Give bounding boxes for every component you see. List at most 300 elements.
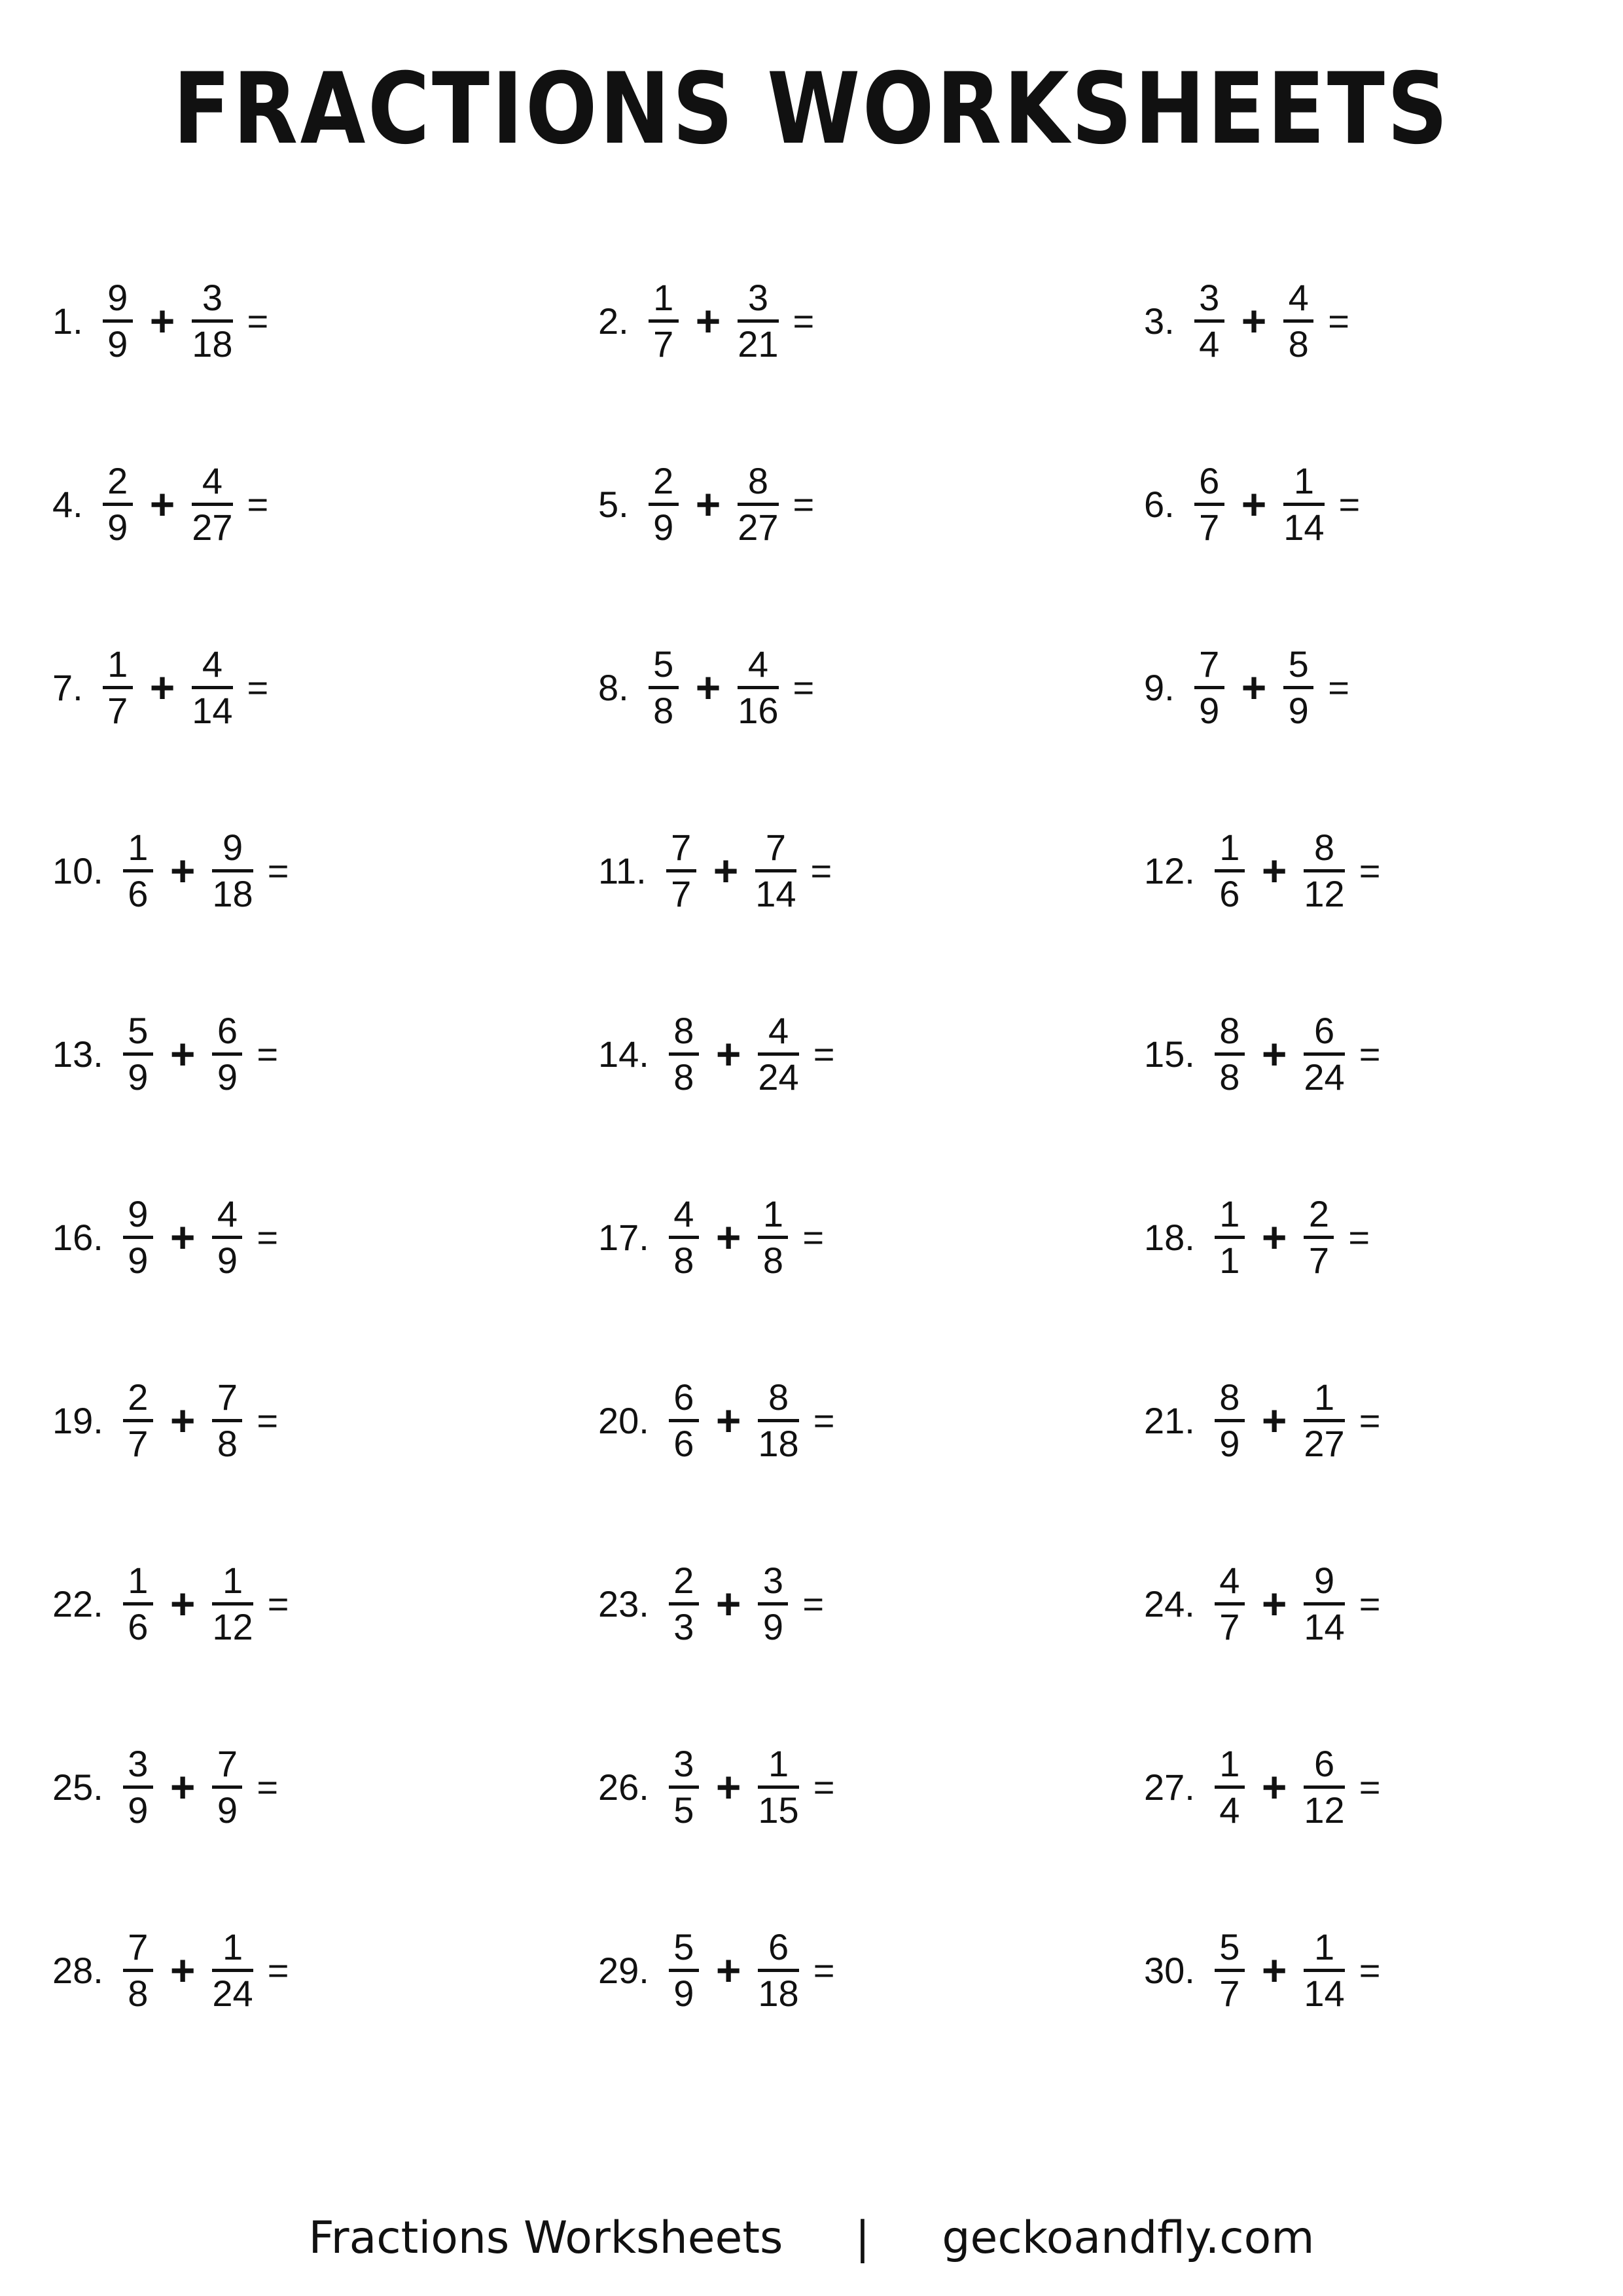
denominator: 4 (1199, 323, 1220, 365)
problem-item (52, 1178, 598, 1296)
numerator: 8 (1313, 826, 1335, 868)
denominator: 14 (192, 689, 233, 731)
denominator: 14 (1304, 1972, 1345, 2014)
equals-sign: = (813, 1766, 835, 1808)
numerator: 4 (202, 643, 223, 685)
problem-number: 15. (1144, 1033, 1195, 1075)
equals-sign: = (793, 300, 815, 342)
problem-number: 1. (52, 300, 83, 342)
denominator: 18 (758, 1422, 799, 1464)
problem-number: 26. (598, 1766, 649, 1808)
denominator: 8 (673, 1239, 694, 1281)
numerator: 4 (1219, 1559, 1240, 1601)
problem-number: 6. (1144, 483, 1175, 525)
fraction-b (212, 1742, 242, 1832)
problem-item (598, 445, 1144, 563)
equals-sign: = (257, 1399, 279, 1441)
denominator: 7 (1199, 506, 1220, 548)
plus-sign: + (1261, 1579, 1287, 1628)
equals-sign: = (1359, 1766, 1381, 1808)
fraction-b (1304, 1742, 1344, 1832)
equals-sign: = (802, 1216, 825, 1258)
fraction-b (758, 1559, 788, 1649)
numerator: 2 (107, 459, 128, 501)
numerator: 1 (1219, 826, 1240, 868)
fraction-b (212, 1559, 253, 1649)
fraction-b (1283, 459, 1324, 549)
plus-sign: + (715, 1763, 741, 1811)
problem-number: 3. (1144, 300, 1175, 342)
numerator: 9 (1313, 1559, 1335, 1601)
denominator: 24 (758, 1056, 799, 1098)
denominator: 7 (1308, 1239, 1329, 1281)
fraction-a (1215, 1009, 1245, 1099)
numerator: 7 (128, 1926, 149, 1967)
fraction-a (1215, 1742, 1245, 1832)
problem-item (1144, 812, 1571, 929)
problem-item (598, 1361, 1144, 1479)
problem-number: 27. (1144, 1766, 1195, 1808)
numerator: 1 (222, 1926, 243, 1967)
numerator: 4 (217, 1193, 238, 1234)
fraction-a (649, 459, 679, 549)
numerator: 8 (768, 1376, 789, 1418)
denominator: 5 (673, 1789, 694, 1831)
problem-item (1144, 1728, 1571, 1846)
equals-sign: = (1359, 1033, 1381, 1075)
denominator: 7 (128, 1422, 149, 1464)
denominator: 27 (738, 506, 779, 548)
denominator: 9 (128, 1056, 149, 1098)
numerator: 6 (1313, 1742, 1335, 1784)
fraction-b (192, 276, 232, 366)
denominator: 18 (758, 1972, 799, 2014)
fraction-b (1304, 1009, 1344, 1099)
denominator: 24 (1304, 1056, 1345, 1098)
problem-item (52, 812, 598, 929)
denominator: 9 (653, 506, 674, 548)
problem-number: 2. (598, 300, 629, 342)
numerator: 5 (1288, 643, 1309, 685)
numerator: 7 (671, 826, 692, 868)
equals-sign: = (247, 300, 269, 342)
numerator: 8 (1219, 1009, 1240, 1051)
fraction-a (103, 276, 133, 366)
fraction-b (738, 276, 778, 366)
denominator: 9 (128, 1789, 149, 1831)
numerator: 4 (747, 643, 768, 685)
problem-item (598, 812, 1144, 929)
problem-item (1144, 1178, 1571, 1296)
plus-sign: + (695, 663, 721, 711)
plus-sign: + (715, 1946, 741, 1994)
numerator: 7 (765, 826, 786, 868)
plus-sign: + (1261, 1946, 1287, 1994)
fraction-a (123, 826, 153, 916)
equals-sign: = (813, 1399, 835, 1441)
denominator: 9 (107, 506, 128, 548)
fraction-b (758, 1009, 798, 1099)
numerator: 5 (1219, 1926, 1240, 1967)
plus-sign: + (1261, 1030, 1287, 1078)
equals-sign: = (257, 1766, 279, 1808)
problem-item (1144, 995, 1571, 1113)
denominator: 7 (653, 323, 674, 365)
fraction-b (1304, 1376, 1344, 1465)
equals-sign: = (1328, 666, 1349, 708)
fraction-b (1283, 643, 1313, 732)
numerator: 3 (747, 276, 768, 318)
numerator: 1 (128, 826, 149, 868)
numerator: 1 (653, 276, 674, 318)
numerator: 6 (768, 1926, 789, 1967)
fraction-b (212, 1376, 242, 1465)
plus-sign: + (169, 1763, 196, 1811)
denominator: 9 (1199, 689, 1220, 731)
fraction-a (123, 1559, 153, 1649)
denominator: 8 (673, 1056, 694, 1098)
numerator: 6 (1313, 1009, 1335, 1051)
numerator: 1 (1219, 1742, 1240, 1784)
fraction-b (755, 826, 796, 916)
problem-number: 13. (52, 1033, 103, 1075)
fraction-b (192, 643, 232, 732)
equals-sign: = (257, 1216, 279, 1258)
plus-sign: + (1241, 480, 1267, 528)
equals-sign: = (802, 1583, 825, 1624)
problem-item (52, 445, 598, 563)
denominator: 18 (212, 872, 253, 914)
problem-item (1144, 1545, 1571, 1662)
fraction-b (1304, 1926, 1344, 2015)
fraction-b (212, 1009, 242, 1099)
equals-sign: = (267, 1949, 289, 1991)
numerator: 1 (762, 1193, 783, 1234)
problem-number: 12. (1144, 850, 1195, 891)
plus-sign: + (149, 480, 175, 528)
problem-number: 22. (52, 1583, 103, 1624)
numerator: 7 (1199, 643, 1220, 685)
plus-sign: + (1261, 1763, 1287, 1811)
fraction-a (103, 459, 133, 549)
denominator: 14 (1304, 1605, 1345, 1647)
equals-sign: = (267, 850, 289, 891)
problem-item (598, 1911, 1144, 2029)
denominator: 15 (758, 1789, 799, 1831)
denominator: 14 (755, 872, 796, 914)
fraction-b (738, 459, 778, 549)
problem-number: 16. (52, 1216, 103, 1258)
denominator: 6 (128, 872, 149, 914)
plus-sign: + (1261, 1396, 1287, 1444)
equals-sign: = (813, 1949, 835, 1991)
numerator: 6 (217, 1009, 238, 1051)
numerator: 4 (202, 459, 223, 501)
numerator: 4 (673, 1193, 694, 1234)
numerator: 1 (1293, 459, 1314, 501)
fraction-b (758, 1742, 798, 1832)
denominator: 7 (1219, 1605, 1240, 1647)
problem-item (598, 628, 1144, 746)
equals-sign: = (1359, 850, 1381, 891)
numerator: 6 (673, 1376, 694, 1418)
fraction-a (1194, 643, 1224, 732)
numerator: 3 (128, 1742, 149, 1784)
numerator: 5 (653, 643, 674, 685)
numerator: 3 (202, 276, 223, 318)
equals-sign: = (247, 483, 269, 525)
plus-sign: + (1261, 846, 1287, 895)
numerator: 1 (1219, 1193, 1240, 1234)
plus-sign: + (1241, 296, 1267, 345)
denominator: 7 (671, 872, 692, 914)
fraction-a (649, 643, 679, 732)
denominator: 12 (1304, 872, 1345, 914)
fraction-b (758, 1376, 798, 1465)
denominator: 12 (1304, 1789, 1345, 1831)
fraction-a (669, 1009, 699, 1099)
denominator: 8 (217, 1422, 238, 1464)
denominator: 27 (1304, 1422, 1345, 1464)
plus-sign: + (715, 1030, 741, 1078)
denominator: 9 (217, 1056, 238, 1098)
fraction-b (212, 1926, 253, 2015)
numerator: 4 (768, 1009, 789, 1051)
denominator: 6 (128, 1605, 149, 1647)
plus-sign: + (149, 663, 175, 711)
numerator: 5 (673, 1926, 694, 1967)
fraction-a (1194, 276, 1224, 366)
denominator: 9 (107, 323, 128, 365)
denominator: 8 (1288, 323, 1309, 365)
problem-item (1144, 628, 1571, 746)
fraction-a (1215, 1376, 1245, 1465)
numerator: 8 (673, 1009, 694, 1051)
numerator: 7 (217, 1742, 238, 1784)
problem-item (52, 1361, 598, 1479)
denominator: 3 (673, 1605, 694, 1647)
plus-sign: + (169, 1213, 196, 1261)
fraction-a (103, 643, 133, 732)
problem-item (52, 1911, 598, 2029)
footer (0, 2212, 1623, 2264)
problem-number: 10. (52, 850, 103, 891)
problem-number: 5. (598, 483, 629, 525)
problem-number: 21. (1144, 1399, 1195, 1441)
denominator: 16 (738, 689, 779, 731)
denominator: 9 (1288, 689, 1309, 731)
numerator: 5 (128, 1009, 149, 1051)
problem-number: 19. (52, 1399, 103, 1441)
denominator: 8 (762, 1239, 783, 1281)
denominator: 9 (217, 1239, 238, 1281)
problem-item (52, 262, 598, 380)
plus-sign: + (1261, 1213, 1287, 1261)
numerator: 8 (747, 459, 768, 501)
denominator: 9 (128, 1239, 149, 1281)
denominator: 8 (128, 1972, 149, 2014)
denominator: 21 (738, 323, 779, 365)
problem-number: 7. (52, 666, 83, 708)
plus-sign: + (695, 296, 721, 345)
problem-number: 14. (598, 1033, 649, 1075)
problem-item (52, 1728, 598, 1846)
problem-item (598, 995, 1144, 1113)
fraction-a (123, 1193, 153, 1282)
numerator: 1 (768, 1742, 789, 1784)
denominator: 14 (1283, 506, 1325, 548)
numerator: 9 (222, 826, 243, 868)
fraction-a (123, 1926, 153, 2015)
equals-sign: = (1338, 483, 1361, 525)
denominator: 12 (212, 1605, 253, 1647)
fraction-b (212, 826, 253, 916)
equals-sign: = (810, 850, 832, 891)
denominator: 6 (673, 1422, 694, 1464)
denominator: 1 (1219, 1239, 1240, 1281)
fraction-b (1304, 826, 1344, 916)
denominator: 9 (673, 1972, 694, 2014)
equals-sign: = (257, 1033, 279, 1075)
problem-item (52, 628, 598, 746)
problem-number: 28. (52, 1949, 103, 1991)
problem-item (598, 1178, 1144, 1296)
numerator: 1 (222, 1559, 243, 1601)
denominator: 8 (653, 689, 674, 731)
numerator: 1 (107, 643, 128, 685)
denominator: 4 (1219, 1789, 1240, 1831)
denominator: 6 (1219, 872, 1240, 914)
problem-number: 25. (52, 1766, 103, 1808)
problem-number: 17. (598, 1216, 649, 1258)
fraction-a (669, 1376, 699, 1465)
problem-item (1144, 1361, 1571, 1479)
footer-website: geckoandfly.com (942, 2212, 1315, 2264)
fraction-a (669, 1559, 699, 1649)
problem-item (1144, 1911, 1571, 2029)
problem-number: 11. (598, 850, 647, 891)
equals-sign: = (247, 666, 269, 708)
denominator: 9 (1219, 1422, 1240, 1464)
denominator: 9 (762, 1605, 783, 1647)
problem-item (1144, 262, 1571, 380)
problem-item (598, 1728, 1144, 1846)
problem-number: 9. (1144, 666, 1175, 708)
plus-sign: + (169, 1396, 196, 1444)
fraction-a (649, 276, 679, 366)
problem-number: 24. (1144, 1583, 1195, 1624)
denominator: 27 (192, 506, 233, 548)
problem-number: 30. (1144, 1949, 1195, 1991)
plus-sign: + (715, 1213, 741, 1261)
numerator: 1 (128, 1559, 149, 1601)
plus-sign: + (695, 480, 721, 528)
plus-sign: + (713, 846, 739, 895)
numerator: 3 (673, 1742, 694, 1784)
problem-item (52, 995, 598, 1113)
numerator: 9 (107, 276, 128, 318)
problem-number: 8. (598, 666, 629, 708)
numerator: 3 (762, 1559, 783, 1601)
denominator: 18 (192, 323, 233, 365)
fraction-a (1215, 1559, 1245, 1649)
fraction-a (123, 1376, 153, 1465)
problem-item (52, 1545, 598, 1662)
problem-item (1144, 445, 1571, 563)
fraction-a (123, 1009, 153, 1099)
fraction-a (1215, 1193, 1245, 1282)
problem-number: 29. (598, 1949, 649, 1991)
fraction-a (669, 1193, 699, 1282)
plus-sign: + (715, 1579, 741, 1628)
numerator: 1 (1313, 1376, 1335, 1418)
numerator: 2 (673, 1559, 694, 1601)
plus-sign: + (169, 846, 196, 895)
numerator: 4 (1288, 276, 1309, 318)
equals-sign: = (813, 1033, 835, 1075)
plus-sign: + (169, 1946, 196, 1994)
fraction-a (669, 1742, 699, 1832)
equals-sign: = (1359, 1949, 1381, 1991)
equals-sign: = (1348, 1216, 1370, 1258)
numerator: 2 (1308, 1193, 1329, 1234)
denominator: 7 (107, 689, 128, 731)
denominator: 24 (212, 1972, 253, 2014)
fraction-a (669, 1926, 699, 2015)
fraction-a (1215, 1926, 1245, 2015)
denominator: 8 (1219, 1056, 1240, 1098)
fraction-b (212, 1193, 242, 1282)
numerator: 6 (1199, 459, 1220, 501)
problem-number: 18. (1144, 1216, 1195, 1258)
plus-sign: + (169, 1579, 196, 1628)
problem-number: 23. (598, 1583, 649, 1624)
problem-item (598, 262, 1144, 380)
fraction-a (123, 1742, 153, 1832)
plus-sign: + (149, 296, 175, 345)
fraction-b (1304, 1559, 1344, 1649)
equals-sign: = (793, 666, 815, 708)
equals-sign: = (1359, 1399, 1381, 1441)
plus-sign: + (169, 1030, 196, 1078)
denominator: 9 (217, 1789, 238, 1831)
fraction-b (192, 459, 232, 549)
fraction-b (758, 1193, 788, 1282)
plus-sign: + (715, 1396, 741, 1444)
numerator: 7 (217, 1376, 238, 1418)
fraction-b (1283, 276, 1313, 366)
numerator: 8 (1219, 1376, 1240, 1418)
numerator: 2 (653, 459, 674, 501)
fraction-a (666, 826, 696, 916)
equals-sign: = (1328, 300, 1349, 342)
numerator: 9 (128, 1193, 149, 1234)
plus-sign: + (1241, 663, 1267, 711)
fraction-a (1215, 826, 1245, 916)
problem-grid (52, 262, 1571, 2094)
problem-item (598, 1545, 1144, 1662)
fraction-a (1194, 459, 1224, 549)
fraction-b (758, 1926, 798, 2015)
fraction-b (1304, 1193, 1334, 1282)
numerator: 2 (128, 1376, 149, 1418)
problem-number: 4. (52, 483, 83, 525)
equals-sign: = (267, 1583, 289, 1624)
problem-number: 20. (598, 1399, 649, 1441)
equals-sign: = (793, 483, 815, 525)
numerator: 3 (1199, 276, 1220, 318)
footer-title: Fractions Worksheets (308, 2212, 783, 2264)
